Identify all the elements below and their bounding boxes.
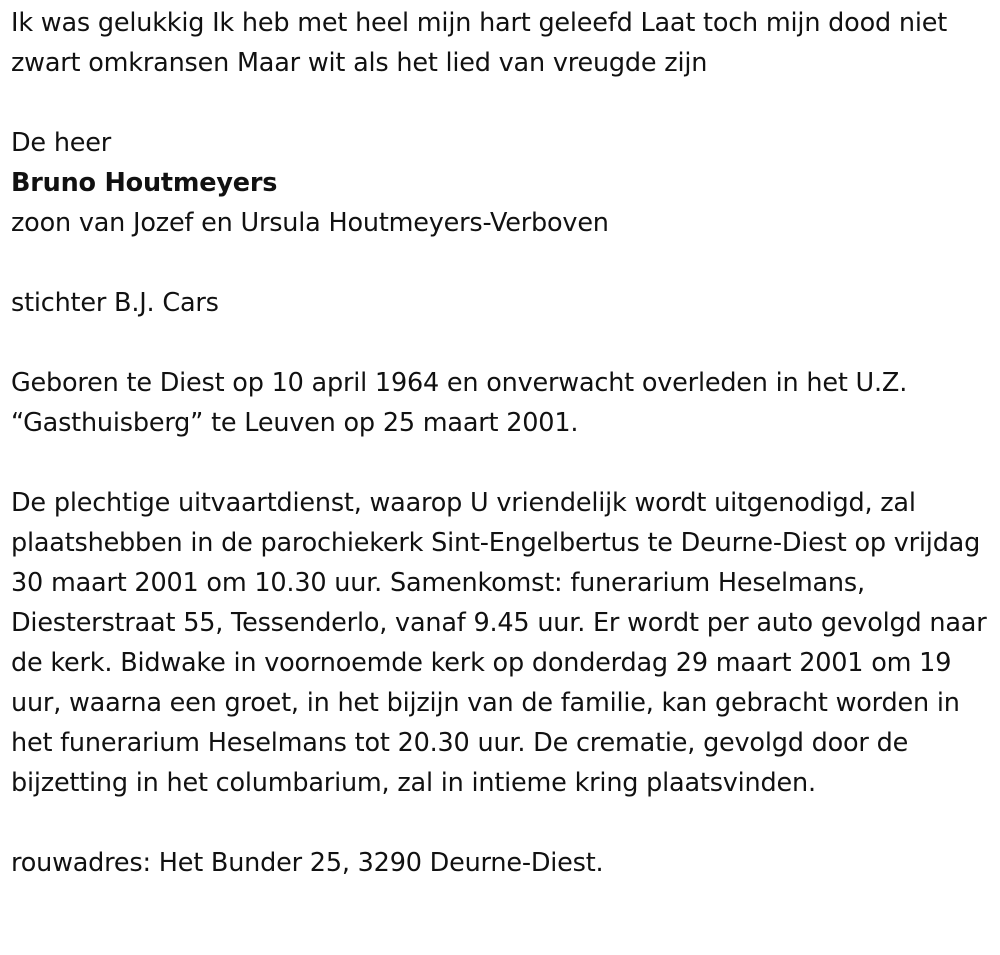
occupation-line: stichter B.J. Cars (11, 288, 219, 318)
parents-line: zoon van Jozef en Ursula Houtmeyers-Verboven (11, 208, 609, 238)
mourning-address: rouwadres: Het Bunder 25, 3290 Deurne-Diest. (11, 848, 604, 878)
spacer (11, 83, 989, 123)
deceased-name: Bruno Houtmeyers (11, 168, 278, 198)
obituary-notice (11, 3, 989, 883)
spacer (11, 243, 989, 283)
salutation: De heer (11, 128, 112, 158)
spacer (11, 803, 989, 843)
spacer (11, 443, 989, 483)
ceremony-paragraph: De plechtige uitvaartdienst, waarop U vriendelijk wordt uitgenodigd, zal plaatshebben in de parochiekerk Sint-Engelbertus te Deurne-Diest op vrijdag 30 maart 2001 om 10.30 uur. Samenkomst: funerarium Heselmans, Diesterstraat 55, Tessenderlo, vanaf 9.45 uur. Er wordt per auto gevolgd naar de kerk. Bidwake in voornoemde kerk op donderdag 29 maart 2001 om 19 uur, waarna een groet, in het bijzijn van de familie, kan gebracht worden in het funerarium Heselmans tot 20.30 uur. De crematie, gevolgd door de bijzetting in het columbarium, zal in intieme kring plaatsvinden. (11, 488, 987, 798)
spacer (11, 323, 989, 363)
motto-text: Ik was gelukkig Ik heb met heel mijn hart geleefd Laat toch mijn dood niet zwart omkransen Maar wit als het lied van vreugde zijn (11, 8, 947, 78)
birth-death-paragraph: Geboren te Diest op 10 april 1964 en onverwacht overleden in het U.Z. “Gasthuisberg” te Leuven op 25 maart 2001. (11, 368, 908, 438)
